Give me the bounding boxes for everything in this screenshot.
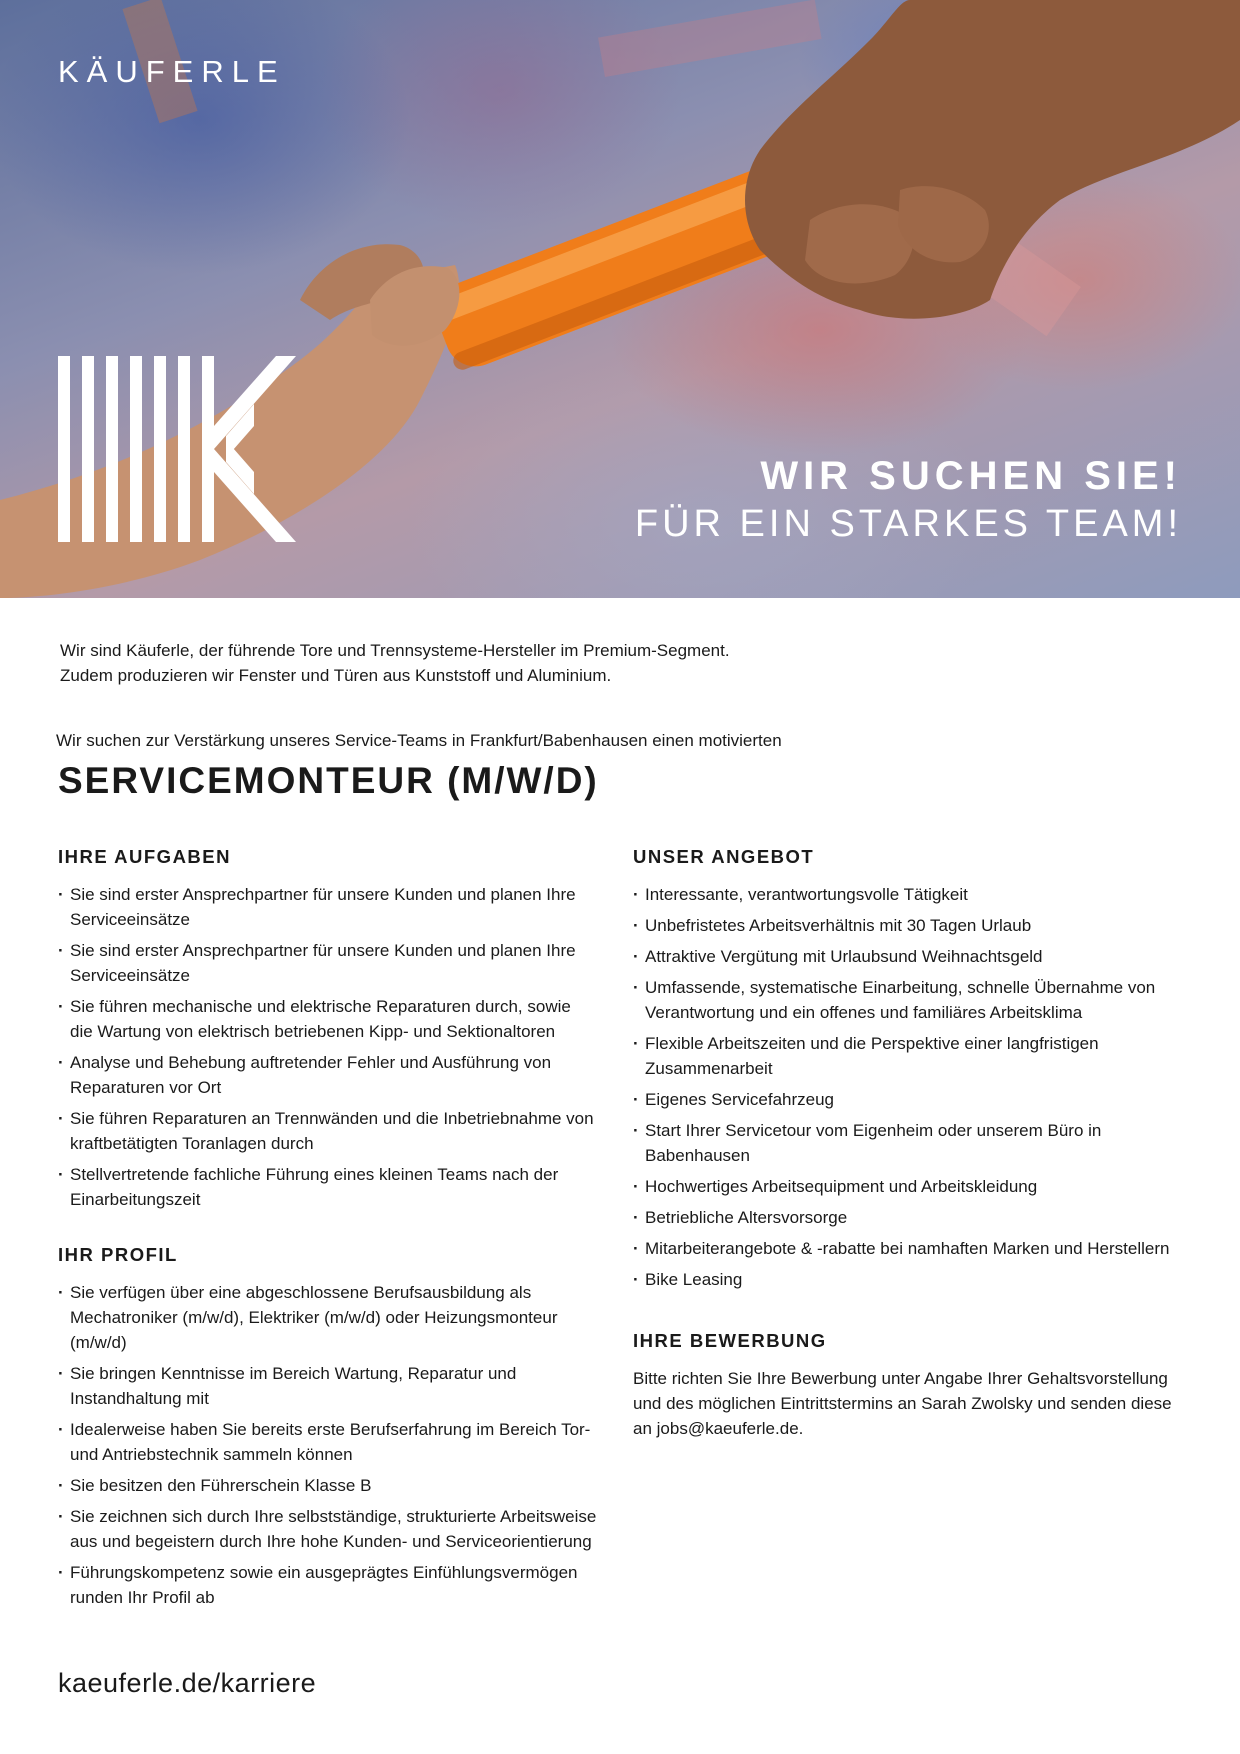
list-item: · Sie führen Reparaturen an Trennwänden und die Inbetriebnahme von kraftbetätigten Toranlagen durch [58, 1106, 598, 1156]
list-item: · Betriebliche Altersvorsorge [633, 1205, 1173, 1230]
job-title: SERVICEMONTEUR (M/W/D) [58, 760, 599, 801]
brand-wordmark: KÄUFERLE [58, 54, 286, 89]
list-item: · Unbefristetes Arbeitsverhältnis mit 30 Tagen Urlaub [633, 913, 1173, 938]
list-item: · Sie führen mechanische und elektrische Reparaturen durch, sowie die Wartung von elektrisch betriebenen Kipp- und Sektionaltoren [58, 994, 598, 1044]
list-item: · Eigenes Servicefahrzeug [633, 1087, 1173, 1112]
hero-banner [0, 0, 1240, 598]
list-item: · Analyse und Behebung auftretender Fehler und Ausführung von Reparaturen vor Ort [58, 1050, 598, 1100]
list-item: · Sie bringen Kenntnisse im Bereich Wartung, Reparatur und Instandhaltung mit [58, 1361, 598, 1411]
list-item: · Attraktive Vergütung mit Urlaubsund Weihnachtsgeld [633, 944, 1173, 969]
kk-monogram-logo [58, 356, 296, 542]
list-item: · Flexible Arbeitszeiten und die Perspektive einer langfristigen Zusammenarbeit [633, 1031, 1173, 1081]
section-heading-bewerbung: IHRE BEWERBUNG [633, 1330, 827, 1351]
list-item: · Sie zeichnen sich durch Ihre selbstständige, strukturierte Arbeitsweise aus und begeistern durch Ihre hohe Kunden- und Serviceorientierung [58, 1504, 598, 1554]
list-item: · Stellvertretende fachliche Führung eines kleinen Teams nach der Einarbeitungszeit [58, 1162, 598, 1212]
list-item: · Idealerweise haben Sie bereits erste Berufserfahrung im Bereich Tor- und Antriebstechnik sammeln können [58, 1417, 598, 1467]
angebot-list [633, 882, 1173, 1292]
list-item: · Start Ihrer Servicetour vom Eigenheim oder unserem Büro in Babenhausen [633, 1118, 1173, 1168]
list-item: · Sie verfügen über eine abgeschlossene Berufsausbildung als Mechatroniker (m/w/d), Elektriker (m/w/d) oder Heizungsmonteur (m/w/d) [58, 1280, 598, 1355]
intro-line-2: Zudem produzieren wir Fenster und Türen aus Kunststoff und Aluminium. [60, 666, 612, 685]
list-item: · Führungskompetenz sowie ein ausgeprägtes Einfühlungsvermögen runden Ihr Profil ab [58, 1560, 598, 1610]
list-item: · Interessante, verantwortungsvolle Tätigkeit [633, 882, 1173, 907]
section-heading-angebot: UNSER ANGEBOT [633, 846, 815, 867]
intro-line-1: Wir sind Käuferle, der führende Tore und Trennsysteme-Hersteller im Premium-Segment. [60, 641, 730, 660]
slogan-line-1: WIR SUCHEN SIE! [760, 454, 1182, 498]
bewerbung-text: Bitte richten Sie Ihre Bewerbung unter Angabe Ihrer Gehaltsvorstellung und des möglichen Eintrittstermins an Sarah Zwolsky und senden diese an jobs@kaeuferle.de. [633, 1369, 1172, 1438]
section-heading-aufgaben: IHRE AUFGABEN [58, 846, 231, 867]
aufgaben-list [58, 882, 598, 1212]
list-item: · Sie besitzen den Führerschein Klasse B [58, 1473, 598, 1498]
slogan-line-2: FÜR EIN STARKES TEAM! [634, 503, 1182, 545]
list-item: · Bike Leasing [633, 1267, 1173, 1292]
career-url-link[interactable]: kaeuferle.de/karriere [58, 1668, 317, 1698]
company-intro [60, 638, 1160, 688]
job-lead-text: Wir suchen zur Verstärkung unseres Service-Teams in Frankfurt/Babenhausen einen motivierten [56, 731, 782, 750]
list-item: · Sie sind erster Ansprechpartner für unsere Kunden und planen Ihre Serviceeinsätze [58, 938, 598, 988]
list-item: · Hochwertiges Arbeitsequipment und Arbeitskleidung [633, 1174, 1173, 1199]
right-column [633, 846, 1173, 1441]
left-column [58, 846, 598, 1616]
list-item: · Umfassende, systematische Einarbeitung, schnelle Übernahme von Verantwortung und ein offenes und familiäres Arbeitsklima [633, 975, 1173, 1025]
list-item: · Mitarbeiterangebote & -rabatte bei namhaften Marken und Herstellern [633, 1236, 1173, 1261]
profil-list [58, 1280, 598, 1610]
list-item: · Sie sind erster Ansprechpartner für unsere Kunden und planen Ihre Serviceeinsätze [58, 882, 598, 932]
section-heading-profil: IHR PROFIL [58, 1244, 178, 1265]
